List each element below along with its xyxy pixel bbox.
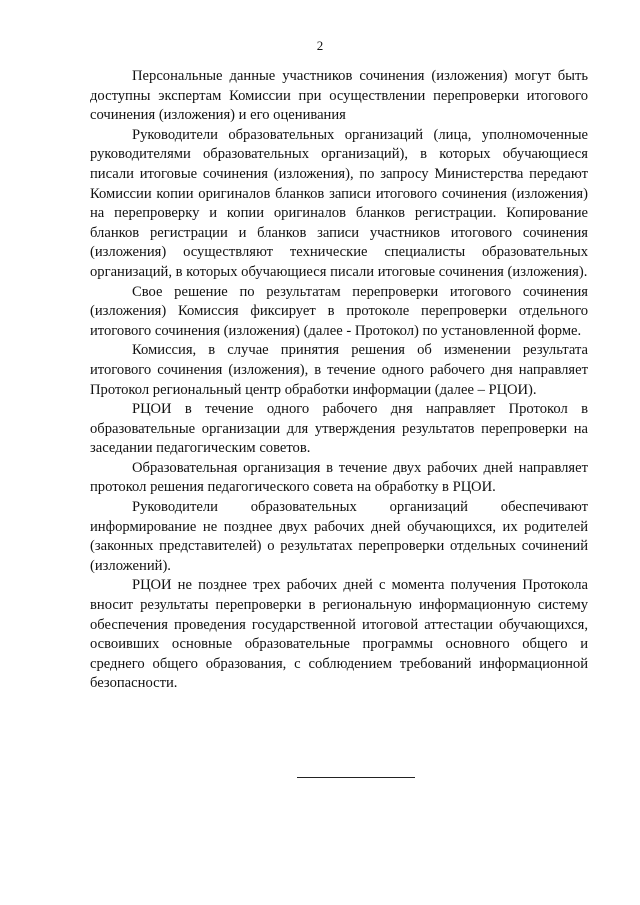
document-body — [90, 67, 588, 694]
paragraph-heads-of-organizations: Руководители образовательных организаций (лица, уполномоченные руководителями образовательных организаций), в которых обучающиеся писали итоговые сочинения (изложения), по запросу Министерства передают Комиссии копии оригиналов бланков записи итогового сочинения (изложения) на перепроверку и копии оригиналов бланков регистрации. Копирование бланков регистрации и бланков записи участников итогового сочинения (изложения) осуществляют технические специалисты образовательных организаций, в которых обучающиеся писали итоговые сочинения (изложения). — [90, 126, 588, 280]
paragraph-rcoi-protocol: РЦОИ в течение одного рабочего дня направляет Протокол в образовательные организации для утверждения результатов перепроверки на заседании педагогическим советов. — [90, 401, 588, 457]
paragraph-result-change: Комиссия, в случае принятия решения об изменении результата итогового сочинения (изложения), в течение одного рабочего дня направляет Протокол региональный центр обработки информации (далее – РЦОИ). — [90, 342, 588, 398]
paragraph-informing-participants: Руководители образовательных организаций обеспечивают информирование не позднее двух рабочих дней обучающихся, их родителей (законных представителей) о результатах перепроверки отдельных сочинений (изложений). — [90, 499, 588, 574]
paragraph-personal-data: Персональные данные участников сочинения (изложения) могут быть доступны экспертам Комиссии при осуществлении перепроверки итогового сочинения (изложения) и его оценивания — [90, 68, 588, 124]
page-number: 2 — [316, 38, 324, 53]
closing-rule — [297, 777, 415, 778]
paragraph-commission-decision: Свое решение по результатам перепроверки итогового сочинения (изложения) Комиссия фиксирует в протоколе перепроверки отдельного итогового сочинения (изложения) (далее - Протокол) по установленной форме. — [90, 283, 588, 339]
paragraph-educational-organization: Образовательная организация в течение двух рабочих дней направляет протокол решения педагогического совета на обработку в РЦОИ. — [90, 459, 588, 496]
paragraph-rcoi-results-entry: РЦОИ не позднее трех рабочих дней с момента получения Протокола вносит результаты перепроверки в региональную информационную систему обеспечения проведения государственной итоговой аттестации обучающихся, освоивших основные образовательные программы основного общего и среднего общего образования, с соблюдением требований информационной безопасности. — [90, 577, 588, 692]
